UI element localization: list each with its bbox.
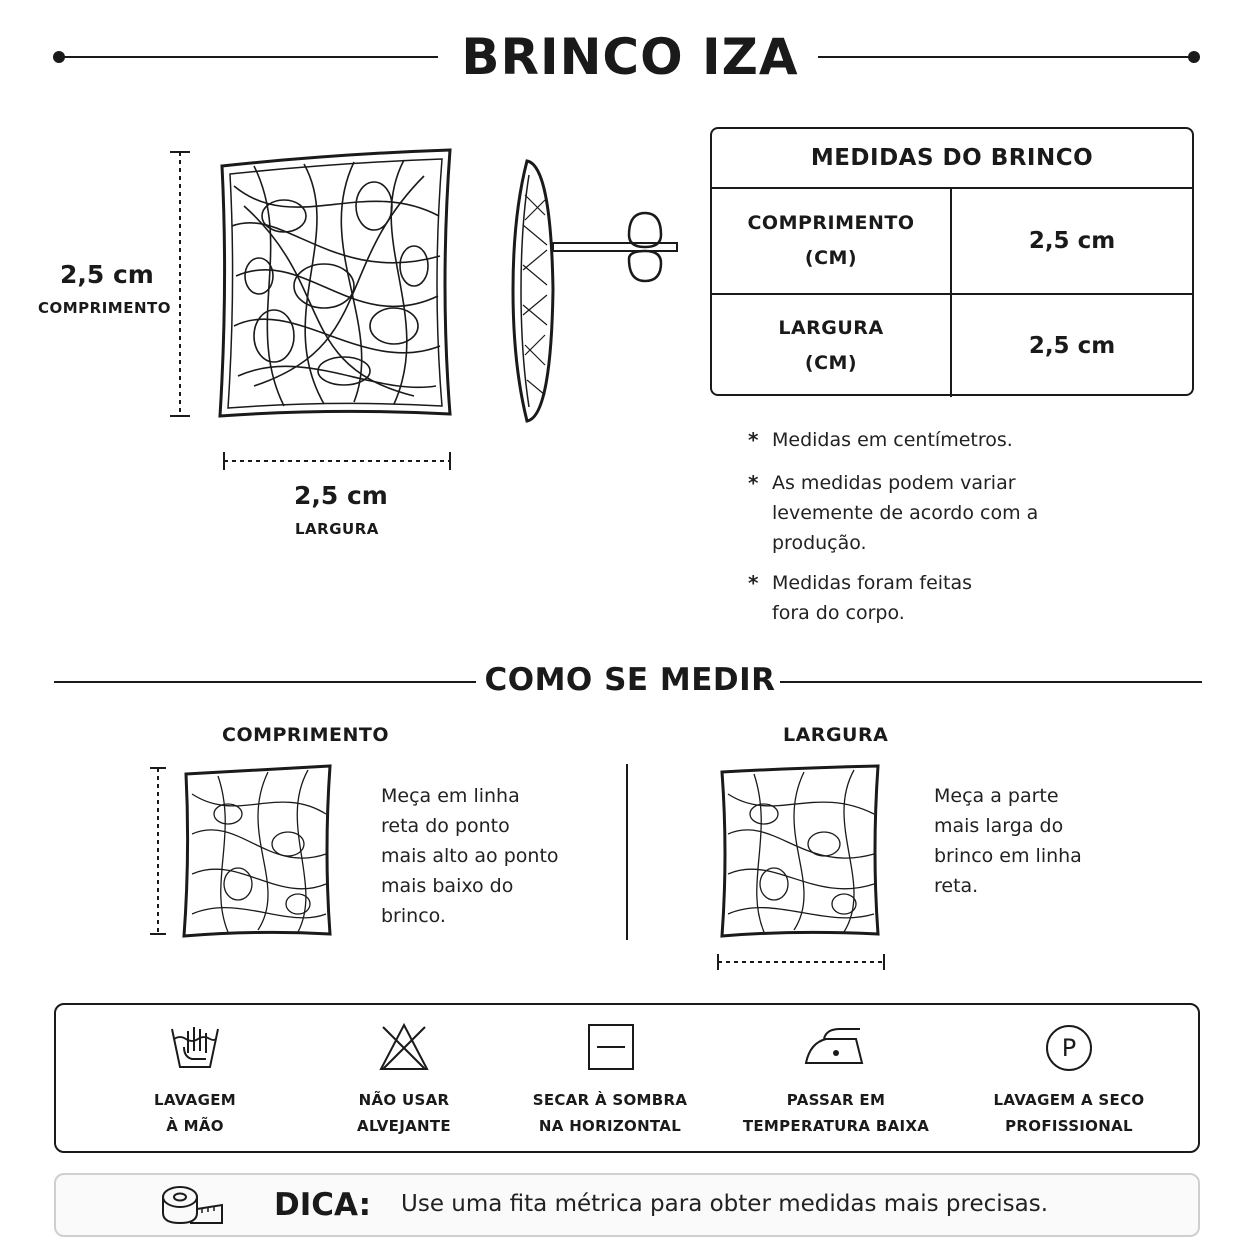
note-bullet: * <box>748 571 759 595</box>
care-label-line1: LAVAGEM <box>154 1091 236 1109</box>
length-caption: COMPRIMENTO <box>38 299 172 317</box>
dry-clean-p-icon <box>1044 1023 1094 1073</box>
title-right-dot <box>1188 51 1200 63</box>
care-instructions <box>54 1003 1200 1153</box>
section-divider <box>626 764 628 940</box>
note-text: Medidas foram feitas fora do corpo. <box>772 572 973 624</box>
tip-label: DICA: <box>274 1187 371 1223</box>
table-row-length <box>712 189 1192 293</box>
hand-wash-icon <box>170 1023 220 1071</box>
note-text: As medidas podem variar levemente de acordo com a produção. <box>772 472 1039 554</box>
width-instruction: Meça a parte mais larga do brinco em linha reta. <box>934 785 1082 897</box>
care-label-line2: NA HORIZONTAL <box>538 1117 682 1135</box>
dry-flat-shade-icon <box>585 1023 635 1071</box>
dry-clean-symbol: P <box>1061 1034 1077 1062</box>
care-label-line2: TEMPERATURA BAIXA <box>742 1117 930 1135</box>
note-item <box>748 568 1002 628</box>
length-section-title: COMPRIMENTO <box>222 724 390 746</box>
table-row-width <box>712 293 1192 397</box>
no-bleach-icon <box>379 1023 429 1071</box>
width-section-title: LARGURA <box>783 724 889 746</box>
tip-text: Use uma fita métrica para obter medidas mais precisas. <box>401 1191 1049 1217</box>
how-to-measure-title: COMO SE MEDIR <box>484 662 776 698</box>
table-header: MEDIDAS DO BRINCO <box>712 129 1192 189</box>
earring-front-illustration <box>214 146 458 424</box>
care-label-line1: SECAR À SOMBRA <box>532 1091 688 1109</box>
care-label-line2: PROFISSIONAL <box>1005 1117 1133 1135</box>
care-item <box>304 1005 504 1155</box>
care-item <box>736 1005 936 1155</box>
row-value: 2,5 cm <box>1028 333 1116 359</box>
care-label-line2: ALVEJANTE <box>357 1117 451 1135</box>
measurements-table <box>710 127 1194 396</box>
row-value: 2,5 cm <box>1028 228 1116 254</box>
care-item <box>969 1005 1169 1155</box>
title-left-rule <box>58 56 438 58</box>
title-right-rule <box>818 56 1196 58</box>
row-unit: (CM) <box>804 352 858 374</box>
note-bullet: * <box>748 471 759 495</box>
care-item <box>95 1005 295 1155</box>
care-label-line1: PASSAR EM <box>786 1091 886 1109</box>
note-text: Medidas em centímetros. <box>772 429 1013 451</box>
earring-side-illustration <box>505 155 685 430</box>
note-item <box>748 468 1044 558</box>
care-label-line2: À MÃO <box>166 1117 224 1135</box>
note-item <box>748 425 1062 455</box>
width-dimension-line <box>222 450 454 472</box>
length-value: 2,5 cm <box>60 260 154 289</box>
care-label-line1: LAVAGEM A SECO <box>993 1091 1145 1109</box>
page-title: BRINCO IZA <box>461 28 799 86</box>
width-caption: LARGURA <box>295 520 379 538</box>
iron-low-icon <box>804 1023 868 1071</box>
section-right-rule <box>780 681 1202 683</box>
care-item <box>510 1005 710 1155</box>
section-left-rule <box>54 681 476 683</box>
row-unit: (CM) <box>804 247 858 269</box>
length-instruction: Meça em linha reta do ponto mais alto ao ponto mais baixo do brinco. <box>381 785 559 927</box>
length-measure-illustration <box>148 764 338 940</box>
row-label: LARGURA <box>778 317 884 339</box>
measuring-tape-icon <box>160 1183 224 1229</box>
width-value: 2,5 cm <box>294 481 388 510</box>
width-measure-illustration <box>714 764 890 974</box>
length-dimension-line <box>168 150 192 420</box>
note-bullet: * <box>748 428 759 452</box>
tip-box <box>54 1173 1200 1237</box>
row-label: COMPRIMENTO <box>747 212 915 234</box>
care-label-line1: NÃO USAR <box>358 1091 450 1109</box>
